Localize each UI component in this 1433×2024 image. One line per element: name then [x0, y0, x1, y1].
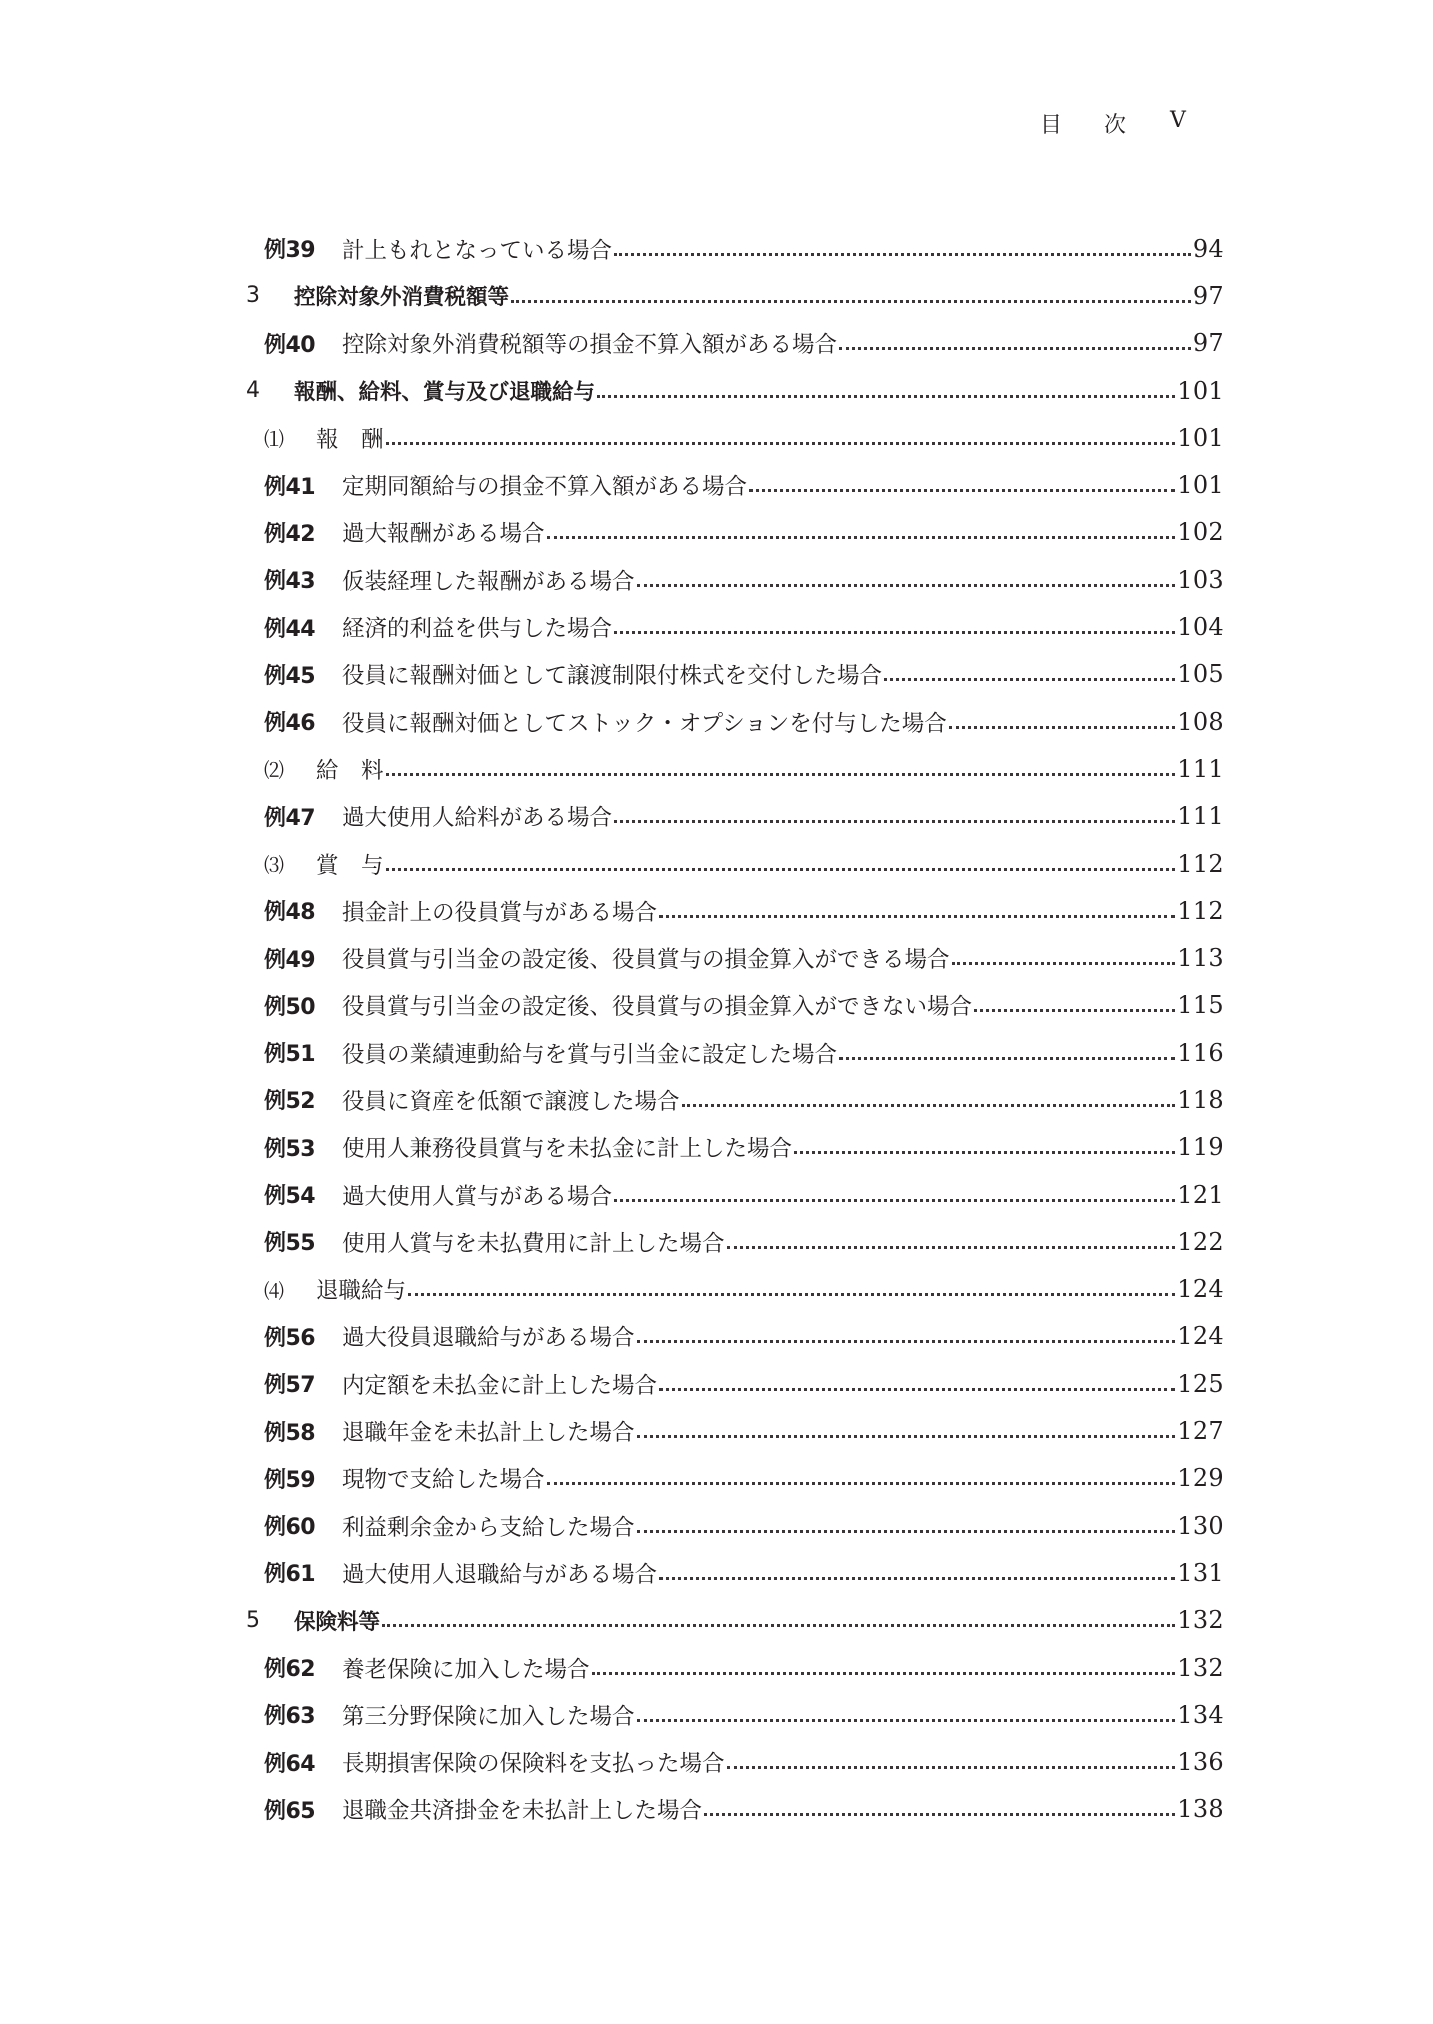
toc-entry-label: 例51 — [264, 1042, 316, 1068]
toc-entry-title: 過大報酬がある場合 — [342, 521, 545, 548]
toc-entry-label: 例64 — [264, 1751, 316, 1777]
toc-entry-title: 控除対象外消費税額等の損金不算入額がある場合 — [342, 332, 838, 359]
toc-entry-label: ⑶ — [264, 853, 284, 877]
toc-entry-label: 例45 — [264, 663, 316, 689]
toc-entry-page-number: 103 — [1177, 565, 1224, 594]
toc-entry-label: 例56 — [264, 1325, 316, 1351]
toc-entry-label: 例43 — [264, 569, 316, 595]
toc-entry-title: 給 料 — [316, 757, 384, 784]
toc-entry-page-number: 113 — [1177, 944, 1224, 973]
toc-entry-label: 例47 — [264, 805, 316, 831]
toc-entry-example — [244, 1360, 1224, 1407]
toc-entry-title: 使用人兼務役員賞与を未払金に計上した場合 — [342, 1136, 793, 1163]
toc-entry-title: 役員に資産を低額で譲渡した場合 — [342, 1088, 680, 1115]
toc-entry-label: 例58 — [264, 1420, 316, 1446]
toc-entry-label: 例61 — [264, 1562, 316, 1588]
toc-entry-example — [244, 1313, 1224, 1360]
toc-entry-page-number: 102 — [1177, 518, 1224, 547]
toc-entry-label: 例62 — [264, 1657, 316, 1683]
dot-leader — [547, 535, 1176, 539]
toc-entry-title: 役員に報酬対価としてストック・オプションを付与した場合 — [342, 710, 947, 737]
toc-entry-page-number: 118 — [1177, 1085, 1224, 1114]
toc-entry-title: 過大使用人給料がある場合 — [342, 805, 613, 832]
toc-entry-page-number: 101 — [1177, 423, 1224, 452]
toc-entry-label: ⑵ — [264, 758, 284, 783]
dot-leader — [637, 1339, 1176, 1343]
dot-leader — [614, 252, 1191, 256]
dot-leader — [408, 1292, 1175, 1296]
toc-entry-page-number: 116 — [1177, 1038, 1224, 1067]
toc-entry-label: ⑴ — [264, 427, 284, 452]
toc-entry-example — [244, 603, 1224, 650]
toc-entry-title: 定期同額給与の損金不算入額がある場合 — [342, 474, 748, 501]
toc-entry-page-number: 127 — [1177, 1417, 1224, 1446]
toc-entry-label: 例46 — [264, 711, 316, 737]
dot-leader — [974, 1008, 1175, 1012]
toc-entry-example — [244, 1644, 1224, 1691]
toc-entry-page-number: 111 — [1177, 802, 1224, 831]
toc-entry-example — [244, 1076, 1224, 1123]
dot-leader — [637, 1718, 1176, 1722]
toc-entry-label: 3 — [246, 283, 260, 309]
toc-entry-page-number: 119 — [1177, 1133, 1224, 1162]
dot-leader — [727, 1765, 1176, 1769]
dot-leader — [949, 725, 1175, 729]
dot-leader — [659, 914, 1175, 918]
toc-entry-title: 長期損害保険の保険料を支払った場合 — [342, 1751, 725, 1778]
toc-entry-title: 退職金共済掛金を未払計上した場合 — [342, 1798, 703, 1825]
dot-leader — [952, 961, 1176, 965]
toc-entry-title: 報酬、給料、賞与及び退職給与 — [294, 380, 596, 406]
toc-entry-example — [244, 1029, 1224, 1076]
toc-entry-label: 例52 — [264, 1089, 316, 1115]
table-of-contents — [244, 225, 1224, 1833]
toc-entry-page-number: 97 — [1192, 329, 1224, 358]
dot-leader — [614, 1198, 1175, 1202]
toc-entry-example — [244, 1502, 1224, 1549]
toc-entry-example — [244, 793, 1224, 840]
dot-leader — [614, 819, 1175, 823]
toc-entry-label: 例49 — [264, 947, 316, 973]
toc-entry-subsection — [244, 414, 1224, 461]
toc-entry-label: 例39 — [264, 238, 316, 264]
dot-leader — [511, 299, 1191, 303]
toc-entry-title: 内定額を未払金に計上した場合 — [342, 1372, 658, 1399]
toc-entry-page-number: 132 — [1177, 1606, 1224, 1635]
dot-leader — [794, 1150, 1175, 1154]
toc-entry-label: 例48 — [264, 900, 316, 926]
toc-entry-page-number: 97 — [1192, 281, 1224, 310]
toc-entry-example — [244, 509, 1224, 556]
toc-entry-title: 過大役員退職給与がある場合 — [342, 1325, 635, 1352]
dot-leader — [704, 1812, 1175, 1816]
toc-entry-title: 役員賞与引当金の設定後、役員賞与の損金算入ができる場合 — [342, 947, 950, 974]
dot-leader — [614, 630, 1175, 634]
dot-leader — [839, 1056, 1175, 1060]
toc-entry-page-number: 111 — [1177, 754, 1224, 783]
toc-entry-label: 例41 — [264, 474, 316, 500]
toc-entry-title: 退職年金を未払計上した場合 — [342, 1420, 635, 1447]
toc-entry-label: 例40 — [264, 332, 316, 358]
toc-entry-page-number: 122 — [1177, 1227, 1224, 1256]
toc-entry-page-number: 132 — [1177, 1653, 1224, 1682]
toc-entry-label: 例59 — [264, 1467, 316, 1493]
header-page-number: V — [1170, 108, 1187, 133]
toc-entry-example — [244, 1171, 1224, 1218]
toc-entry-title: 使用人賞与を未払費用に計上した場合 — [342, 1230, 725, 1257]
toc-entry-page-number: 112 — [1177, 849, 1224, 878]
toc-entry-page-number: 125 — [1177, 1369, 1224, 1398]
toc-entry-label: 例55 — [264, 1231, 316, 1257]
toc-entry-title: 仮装経理した報酬がある場合 — [342, 568, 635, 595]
toc-entry-page-number: 136 — [1177, 1748, 1224, 1777]
toc-entry-example — [244, 651, 1224, 698]
toc-entry-title: 養老保険に加入した場合 — [342, 1656, 590, 1683]
toc-entry-label: 例53 — [264, 1136, 316, 1162]
dot-leader — [682, 1103, 1176, 1107]
dot-leader — [597, 394, 1175, 398]
header-part-1: 目 — [1040, 113, 1064, 138]
toc-entry-example — [244, 320, 1224, 367]
toc-entry-title: 第三分野保険に加入した場合 — [342, 1703, 635, 1730]
toc-entry-title: 過大使用人退職給与がある場合 — [342, 1561, 658, 1588]
toc-entry-page-number: 124 — [1177, 1322, 1224, 1351]
toc-entry-example — [244, 1739, 1224, 1786]
toc-entry-label: 5 — [246, 1607, 260, 1633]
toc-entry-example — [244, 1407, 1224, 1454]
toc-entry-example — [244, 982, 1224, 1029]
toc-entry-title: 報 酬 — [316, 426, 384, 453]
toc-entry-section — [244, 367, 1224, 414]
toc-entry-section — [244, 272, 1224, 319]
toc-entry-subsection — [244, 745, 1224, 792]
dot-leader — [637, 583, 1176, 587]
toc-entry-title: 損金計上の役員賞与がある場合 — [342, 899, 658, 926]
toc-entry-example — [244, 1786, 1224, 1833]
toc-entry-title: 役員の業績連動給与を賞与引当金に設定した場合 — [342, 1041, 838, 1068]
toc-entry-page-number: 104 — [1177, 613, 1224, 642]
toc-entry-label: 例42 — [264, 521, 316, 547]
header-part-2: 次 — [1104, 113, 1128, 138]
toc-entry-page-number: 134 — [1177, 1700, 1224, 1729]
toc-entry-label: 例44 — [264, 616, 316, 642]
toc-entry-example — [244, 1124, 1224, 1171]
toc-entry-page-number: 129 — [1177, 1464, 1224, 1493]
toc-entry-example — [244, 461, 1224, 508]
toc-entry-title: 過大使用人賞与がある場合 — [342, 1183, 613, 1210]
dot-leader — [884, 677, 1175, 681]
toc-entry-page-number: 131 — [1177, 1558, 1224, 1587]
toc-entry-section — [244, 1597, 1224, 1644]
toc-entry-title: 現物で支給した場合 — [342, 1467, 545, 1494]
dot-leader — [386, 867, 1176, 871]
toc-entry-title: 控除対象外消費税額等 — [294, 285, 510, 311]
toc-entry-example — [244, 1218, 1224, 1265]
toc-entry-label: 4 — [246, 378, 260, 404]
dot-leader — [637, 1434, 1176, 1438]
toc-entry-page-number: 108 — [1177, 707, 1224, 736]
dot-leader — [386, 772, 1176, 776]
toc-entry-page-number: 121 — [1177, 1180, 1224, 1209]
toc-entry-title: 賞 与 — [316, 852, 384, 879]
toc-entry-label: 例54 — [264, 1184, 316, 1210]
dot-leader — [749, 488, 1175, 492]
dot-leader — [659, 1387, 1175, 1391]
toc-entry-example — [244, 934, 1224, 981]
toc-entry-label: 例57 — [264, 1373, 316, 1399]
toc-entry-page-number: 138 — [1177, 1795, 1224, 1824]
dot-leader — [659, 1576, 1175, 1580]
toc-entry-title: 退職給与 — [316, 1278, 407, 1305]
dot-leader — [637, 1529, 1176, 1533]
dot-leader — [547, 1481, 1176, 1485]
toc-entry-subsection — [244, 1266, 1224, 1313]
toc-entry-title: 計上もれとなっている場合 — [342, 237, 613, 264]
toc-entry-page-number: 101 — [1177, 471, 1224, 500]
toc-entry-example — [244, 1549, 1224, 1596]
toc-entry-page-number: 112 — [1177, 896, 1224, 925]
toc-entry-page-number: 130 — [1177, 1511, 1224, 1540]
toc-entry-label: 例63 — [264, 1704, 316, 1730]
toc-entry-title: 役員に報酬対価として譲渡制限付株式を交付した場合 — [342, 663, 883, 690]
toc-entry-subsection — [244, 840, 1224, 887]
toc-entry-label: 例60 — [264, 1515, 316, 1541]
dot-leader — [382, 1623, 1175, 1627]
toc-entry-page-number: 94 — [1192, 234, 1224, 263]
toc-entry-title: 経済的利益を供与した場合 — [342, 616, 613, 643]
dot-leader — [592, 1671, 1176, 1675]
toc-entry-example — [244, 225, 1224, 272]
dot-leader — [386, 441, 1176, 445]
toc-entry-title: 役員賞与引当金の設定後、役員賞与の損金算入ができない場合 — [342, 994, 973, 1021]
toc-entry-title: 保険料等 — [294, 1609, 381, 1635]
toc-entry-page-number: 101 — [1177, 376, 1224, 405]
toc-entry-example — [244, 1455, 1224, 1502]
toc-entry-label: ⑷ — [264, 1278, 284, 1303]
toc-entry-example — [244, 887, 1224, 934]
toc-entry-page-number: 115 — [1177, 991, 1224, 1020]
toc-entry-label: 例50 — [264, 994, 316, 1020]
dot-leader — [839, 346, 1191, 350]
toc-entry-title: 利益剰余金から支給した場合 — [342, 1514, 635, 1541]
toc-entry-page-number: 124 — [1177, 1275, 1224, 1304]
toc-entry-label: 例65 — [264, 1798, 316, 1824]
toc-entry-page-number: 105 — [1177, 660, 1224, 689]
toc-entry-example — [244, 556, 1224, 603]
toc-entry-example — [244, 1691, 1224, 1738]
toc-entry-example — [244, 698, 1224, 745]
dot-leader — [727, 1245, 1176, 1249]
